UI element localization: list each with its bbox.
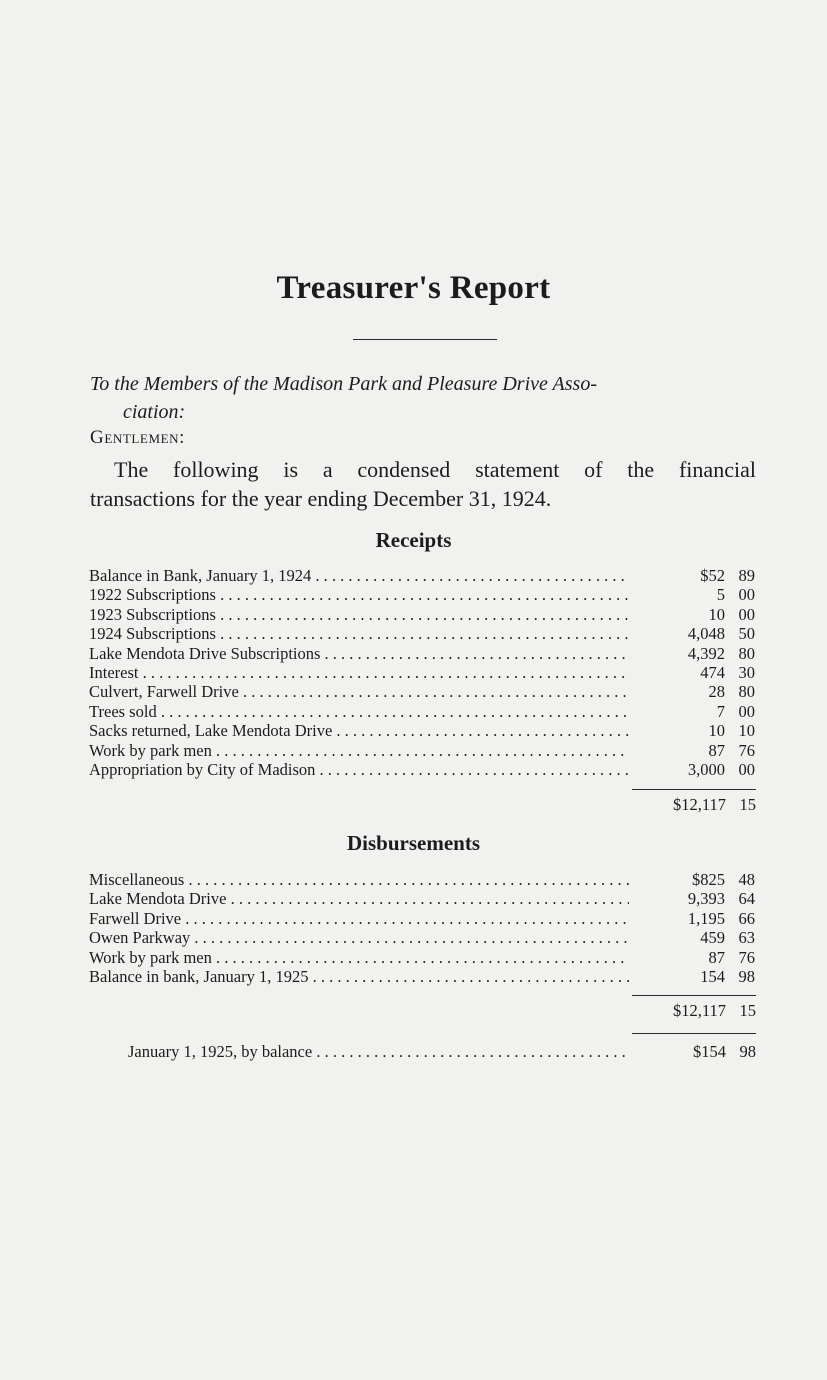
row-amount (630, 1042, 756, 1061)
row-amount (629, 624, 755, 643)
ledger-row (89, 909, 755, 928)
row-label: Work by park men . . . (89, 948, 629, 967)
row-label: Work by park men . . . (89, 741, 629, 760)
row-amount (629, 948, 755, 967)
intro-line-2: transactions for the year ending December 31, 1924. (90, 486, 552, 511)
row-label: 1922 Subscriptions . . . (89, 585, 629, 604)
row-label: 1924 Subscriptions . . . (89, 624, 629, 643)
total-cents: 15 (739, 795, 756, 814)
row-cents: 50 (738, 624, 755, 644)
row-label: Trees sold . . . (89, 702, 629, 721)
intro-line-1 (90, 455, 756, 484)
row-label: Owen Parkway . . . (89, 928, 629, 947)
ledger-row (89, 928, 755, 947)
ledger-row (89, 967, 755, 986)
row-dollars: 10 (708, 604, 725, 624)
row-dollars: 3,000 (687, 759, 725, 779)
total-dollars: $12,117 (672, 795, 726, 814)
intro-word: The (114, 457, 149, 482)
row-label: Balance in Bank, January 1, 1924 . . . (89, 566, 629, 585)
intro-word: is (283, 457, 299, 482)
ledger-row (89, 566, 755, 585)
row-amount (629, 721, 755, 740)
row-label: Lake Mendota Drive . . . (89, 889, 629, 908)
row-cents: 98 (739, 1042, 756, 1061)
disbursements-total (630, 1001, 756, 1021)
ledger-row (89, 870, 755, 889)
row-amount (629, 566, 755, 585)
intro-word: following (173, 457, 259, 482)
ledger-row (89, 948, 755, 967)
row-label: January 1, 1925, by balance . . . (128, 1042, 630, 1061)
row-dollars: 5 (716, 585, 725, 605)
ledger-row (89, 760, 755, 779)
row-label: Sacks returned, Lake Mendota Drive . . . (89, 721, 629, 740)
row-label: Balance in bank, January 1, 1925 . . . (89, 967, 629, 986)
salutation (90, 370, 756, 426)
row-amount (629, 928, 755, 947)
ledger-row (89, 682, 755, 701)
receipts-total-rule (632, 789, 756, 790)
closing-balance (128, 1042, 756, 1061)
row-cents: 64 (738, 889, 755, 909)
row-dollars: 87 (708, 740, 725, 760)
row-label: Lake Mendota Drive Subscriptions . . . (89, 644, 629, 663)
ledger-row (89, 721, 755, 740)
ledger-row (89, 702, 755, 721)
ledger-row (89, 585, 755, 604)
row-cents: 80 (738, 643, 755, 663)
row-dollars: 474 (700, 662, 725, 682)
row-cents: 66 (738, 908, 755, 928)
row-label: Culvert, Farwell Drive . . . (89, 682, 629, 701)
row-cents: 30 (738, 662, 755, 682)
row-cents: 98 (738, 966, 755, 986)
row-label: Appropriation by City of Madison . . . (89, 760, 629, 779)
receipts-heading: Receipts (375, 528, 452, 552)
greeting: Gentlemen: (90, 427, 186, 448)
row-cents: 80 (738, 682, 755, 702)
disbursements-heading: Disbursements (346, 831, 480, 855)
row-cents: 76 (738, 947, 755, 967)
ledger-row (89, 663, 755, 682)
row-label: Interest . . . (89, 663, 629, 682)
disbursements-ledger (89, 870, 755, 986)
row-amount (629, 682, 755, 701)
ledger-row (89, 741, 755, 760)
ledger-row (89, 605, 755, 624)
row-cents: 63 (738, 928, 755, 948)
intro-word: the (627, 457, 655, 482)
row-cents: 00 (738, 604, 755, 624)
row-amount (629, 760, 755, 779)
row-label: Farwell Drive . . . (89, 909, 629, 928)
ledger-row (89, 889, 755, 908)
row-amount (629, 605, 755, 624)
ledger-row (89, 624, 755, 643)
salutation-line-1: To the Members of the Madison Park and Pleasure Drive Asso- (90, 373, 597, 395)
row-dollars: $154 (693, 1042, 726, 1061)
row-label: Miscellaneous . . . (89, 870, 629, 889)
salutation-line-2: ciation: (123, 401, 186, 423)
row-dollars: 4,048 (687, 624, 725, 644)
ledger-row (128, 1042, 756, 1061)
receipts-total (630, 795, 756, 815)
row-dollars: 9,393 (687, 889, 725, 909)
intro-word: financial (678, 457, 756, 482)
intro-word: a (322, 457, 333, 482)
intro-word: condensed (357, 457, 451, 482)
row-dollars: 459 (700, 928, 725, 948)
intro-word: of (584, 457, 603, 482)
intro-word: statement (475, 457, 560, 482)
row-amount (629, 967, 755, 986)
row-amount (629, 663, 755, 682)
row-cents: 89 (738, 566, 755, 585)
ledger-row (89, 644, 755, 663)
row-cents: 76 (738, 740, 755, 760)
row-amount (629, 909, 755, 928)
row-dollars: 4,392 (687, 643, 725, 663)
row-amount (629, 889, 755, 908)
title-divider (353, 339, 497, 340)
row-dollars: 1,195 (687, 908, 725, 928)
row-amount (629, 702, 755, 721)
total-cents: 15 (739, 1001, 756, 1020)
receipts-ledger (89, 566, 755, 779)
row-label: 1923 Subscriptions . . . (89, 605, 629, 624)
row-amount (629, 870, 755, 889)
closing-rule (632, 1033, 756, 1034)
row-dollars: 10 (708, 721, 725, 741)
row-cents: 10 (738, 721, 755, 741)
disbursements-total-rule (632, 995, 756, 996)
page-title: Treasurer's Report (276, 270, 551, 306)
row-cents: 48 (738, 870, 755, 889)
total-dollars: $12,117 (672, 1001, 726, 1020)
row-cents: 00 (738, 701, 755, 721)
row-cents: 00 (738, 585, 755, 605)
intro-paragraph (90, 455, 756, 513)
row-amount (629, 741, 755, 760)
row-dollars: 7 (716, 701, 725, 721)
row-amount (629, 585, 755, 604)
row-dollars: 28 (708, 682, 725, 702)
row-dollars: 87 (708, 947, 725, 967)
row-dollars: 154 (700, 966, 725, 986)
row-dollars: $825 (692, 870, 725, 889)
row-cents: 00 (738, 759, 755, 779)
row-amount (629, 644, 755, 663)
row-dollars: $52 (700, 566, 725, 585)
